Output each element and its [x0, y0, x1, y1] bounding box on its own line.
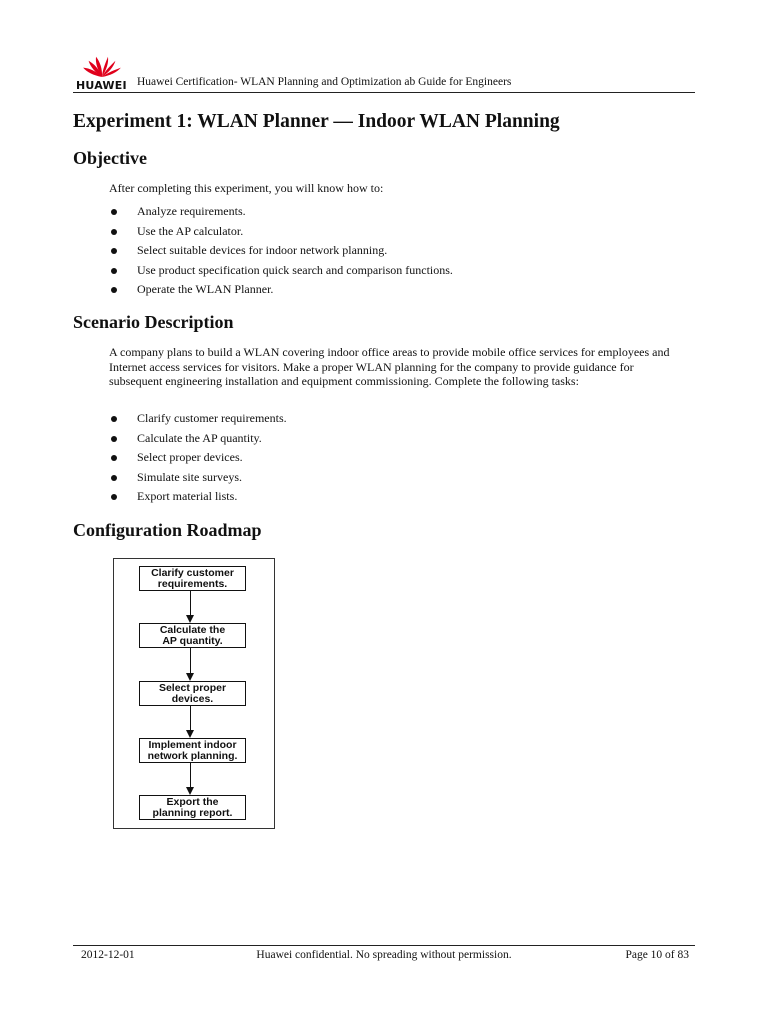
step-line: Select proper — [158, 681, 227, 694]
flow-arrow — [190, 591, 191, 615]
scenario-list — [109, 409, 287, 507]
footer-confidential: Huawei confidential. No spreading without permission. — [256, 949, 512, 961]
objective-list — [109, 202, 453, 300]
objective-intro: After completing this experiment, you will know how to: — [109, 181, 384, 195]
objective-heading: Objective — [73, 148, 147, 168]
scenario-intro: A company plans to build a WLAN covering indoor office areas to provide mobile office services for employees and Internet access services for visitors. Make a proper WLAN planning for the company to provide guidance for subsequent engineering installation and equipment commissioning. Complete the following tasks: — [109, 345, 670, 388]
step-line: Implement indoor — [148, 738, 237, 751]
arrow-head — [186, 787, 194, 795]
arrow-head — [186, 730, 194, 738]
step-line: planning report. — [152, 806, 233, 819]
list-item: Clarify customer requirements. — [109, 409, 287, 429]
roadmap-step-clarify — [139, 566, 246, 591]
roadmap-step-select — [139, 681, 246, 706]
flow-arrow — [190, 763, 191, 787]
roadmap-step-export — [139, 795, 246, 820]
list-item: Use the AP calculator. — [109, 222, 453, 242]
list-item: Analyze requirements. — [109, 202, 453, 222]
list-item: Select proper devices. — [109, 448, 287, 468]
list-item: Use product specification quick search and comparison functions. — [109, 261, 453, 281]
roadmap-heading: Configuration Roadmap — [73, 520, 262, 540]
step-line: AP quantity. — [162, 634, 223, 647]
step-line: Calculate the — [159, 623, 226, 636]
page-header — [73, 40, 695, 93]
list-item: Export material lists. — [109, 487, 287, 507]
step-line: requirements. — [157, 577, 228, 590]
roadmap-step-calculate — [139, 623, 246, 648]
logo-text: HUAWEI — [76, 79, 127, 92]
step-line: devices. — [171, 692, 214, 705]
header-title: Huawei Certification- WLAN Planning and Optimization ab Guide for Engineers — [137, 76, 512, 88]
step-line: Export the — [166, 795, 219, 808]
step-line: network planning. — [147, 749, 238, 762]
roadmap-step-implement — [139, 738, 246, 763]
list-item: Select suitable devices for indoor network planning. — [109, 241, 453, 261]
footer-page-number: Page 10 of 83 — [625, 949, 689, 961]
step-line: Clarify customer — [151, 566, 234, 579]
experiment-title: Experiment 1: WLAN Planner — Indoor WLAN Planning — [73, 111, 560, 132]
flow-arrow — [190, 648, 191, 673]
flow-arrow — [190, 706, 191, 730]
page-footer — [73, 945, 695, 970]
arrow-head — [186, 615, 194, 623]
list-item: Simulate site surveys. — [109, 468, 287, 488]
list-item: Operate the WLAN Planner. — [109, 280, 453, 300]
footer-date: 2012-12-01 — [81, 949, 135, 961]
arrow-head — [186, 673, 194, 681]
scenario-heading: Scenario Description — [73, 312, 234, 332]
list-item: Calculate the AP quantity. — [109, 429, 287, 449]
